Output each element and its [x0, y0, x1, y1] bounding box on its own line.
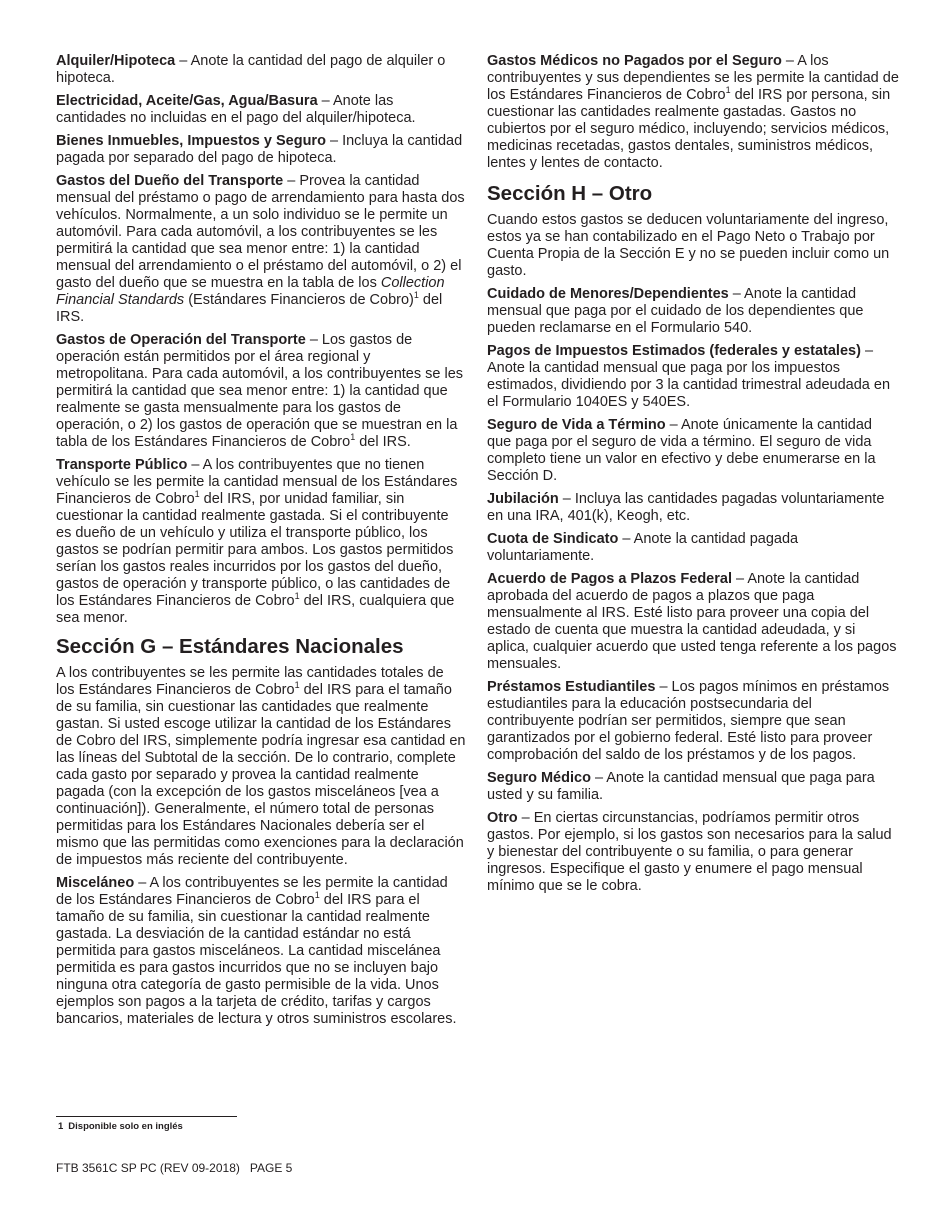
paragraph-text: Los pagos mínimos en préstamos estudiantiles para la educación postsecundaria del contribuyente podrían ser permitidos, siempre que sean garantizados por el gobierno federal. Esté listo para proveer comprobación del saldo de los préstamos y de los pagos. — [487, 679, 890, 763]
paragraph-text: Incluya las cantidades pagadas voluntariamente en una IRA, 401(k), Keogh, etc. — [487, 491, 885, 524]
paragraph — [56, 665, 466, 869]
paragraph-text: A los contribuyentes y sus dependientes se les permite la cantidad de los Estándares Financieros de Cobro$^1$ del IRS por persona, sin cuestionar las cantidades realmente gastadas. Gastos no cubiertos por el seguro médico, incluyendo; servicios médicos, medicinas recetadas, gastos dentales, suministros médicos, lentes y lentes de contacto. — [487, 53, 899, 171]
term-separator: – — [655, 679, 672, 695]
paragraph — [487, 491, 899, 525]
term-separator: – — [860, 343, 874, 359]
paragraph — [487, 679, 899, 764]
term-separator: – — [134, 875, 150, 891]
paragraph — [487, 343, 899, 411]
term-separator: – — [781, 53, 798, 69]
paragraph-term: Otro — [487, 810, 518, 826]
form-id: FTB 3561C SP PC (REV 09-2018) — [56, 1161, 240, 1175]
paragraph-term: Alquiler/Hipoteca — [56, 53, 176, 69]
paragraph — [56, 53, 466, 87]
paragraph-text: Anote la cantidad mensual que paga para usted y su familia. — [487, 770, 875, 803]
paragraph-text: En ciertas circunstancias, podríamos permitir otros gastos. Por ejemplo, si los gastos son necesarios para la salud y bienestar del contribuyente o su familia, o para generar ingresos. Especifique el gasto y enumere el pago mensual mínimo que se le cobra. — [487, 810, 892, 894]
paragraph — [56, 332, 466, 451]
term-separator: – — [665, 417, 681, 433]
footnote-number: 1 — [58, 1121, 64, 1132]
paragraph-term: Préstamos Estudiantiles — [487, 679, 656, 695]
paragraph-text: A los contribuyentes se les permite la cantidad de los Estándares Financieros de Cobro$^1$ del IRS para el tamaño de su familia, sin cuestionar la cantidad realmente gastada. La desviación de la cantidad estándar no está permitida para gastos misceláneos. La cantidad miscelánea permitida es para gastos incurridos que no se incluyen bajo ninguna otra categoría de gasto permisible de la vida. Unos ejemplos son pagos a la tarjeta de crédito, tarifas y cargos bancarios, materiales de lectura y otros suministros escolares. — [56, 875, 457, 1027]
paragraph-text: Anote únicamente la cantidad que paga por el seguro de vida a término. El seguro de vida completo tiene un valor en efectivo y debe enumerarse en la Sección D. — [487, 417, 876, 484]
paragraph-text: Anote la cantidad del pago de alquiler o hipoteca. — [56, 53, 446, 86]
paragraph-term: Electricidad, Aceite/Gas, Agua/Basura — [56, 93, 318, 109]
footnote — [58, 1121, 183, 1132]
section-heading: Sección H – Otro — [487, 182, 653, 205]
paragraph-term: Gastos Médicos no Pagados por el Seguro — [487, 53, 782, 69]
term-separator: – — [558, 491, 575, 507]
term-separator: – — [317, 93, 333, 109]
term-separator: – — [618, 531, 634, 547]
term-separator: – — [590, 770, 607, 786]
page-footer — [56, 1161, 302, 1175]
term-separator: – — [283, 173, 300, 189]
paragraph-text: Provea la cantidad mensual del préstamo o pago de arrendamiento para hasta dos vehículos. Normalmente, a un solo individuo se le permite un automóvil. Para cada automóvil, a los contribuyentes se les permitirá la cantidad que sea menor entre: 1) la cantidad mensual del arrendamiento o el préstamo del automóvil, o 2) el gasto del dueño que se muestra en la tabla de los Collection Financial Standards (Estándares Financieros de Cobro)$^1$ del IRS. — [56, 173, 465, 325]
paragraph — [487, 286, 899, 337]
paragraph-text: A los contribuyentes se les permite las cantidades totales de los Estándares Financieros de Cobro$^1$ del IRS para el tamaño de su familia, sin cuestionar las cantidades que realmente gastan. Si usted escoge utilizar la cantidad de los Estándares de Cobro del IRS, simplemente podría ingresar esa cantidad en las líneas del Subtotal de la sección. De lo contrario, complete cada gasto por separado y provea la cantidad realmente pagada (con la excepción de los gastos misceláneos [vea a continuación]). Generalmente, el número total de personas permitidas para los Estándares Nacionales debería ser el mismo que las permitidas como exenciones para la declaración de impuestos más reciente del contribuyente. — [56, 665, 466, 868]
page-number: PAGE 5 — [249, 1161, 293, 1175]
paragraph-term: Gastos de Operación del Transporte — [56, 332, 306, 348]
paragraph-term: Gastos del Dueño del Transporte — [56, 173, 284, 189]
paragraph-term: Seguro de Vida a Término — [487, 417, 666, 433]
paragraph-text: Los gastos de operación están permitidos por el área regional y metropolitana. Para cada automóvil, a los contribuyentes se les permitirá la cantidad que sea menor entre: 1) la cantidad que realmente se gasta mensualmente para los gastos de operación, o 2) los gastos de operación que se muestran en la tabla de los Estándares Financieros de Cobro$^1$ del IRS. — [56, 332, 464, 450]
paragraph — [487, 571, 899, 673]
paragraph-text: Anote la cantidad mensual que paga por los impuestos estimados, dividiendo por 3 la cantidad trimestral adeudada en el Formulario 1040ES y 540ES. — [487, 360, 891, 410]
section-heading: Sección G – Estándares Nacionales — [56, 635, 404, 658]
term-separator: – — [187, 457, 203, 473]
paragraph-text: Anote la cantidad pagada voluntariamente. — [487, 531, 799, 564]
paragraph-term: Seguro Médico — [487, 770, 591, 786]
paragraph — [487, 53, 899, 172]
paragraph — [56, 875, 466, 1028]
paragraph — [56, 93, 466, 127]
paragraph-term: Cuota de Sindicato — [487, 531, 619, 547]
paragraph — [487, 212, 899, 280]
paragraph-term: Misceláneo — [56, 875, 135, 891]
term-separator: – — [731, 571, 748, 587]
footnote-text: Disponible solo en inglés — [68, 1121, 183, 1132]
term-separator: – — [305, 332, 322, 348]
term-separator: – — [728, 286, 745, 302]
paragraph-text: Incluya la cantidad pagada por separado del pago de hipoteca. — [56, 133, 463, 166]
paragraph-term: Transporte Público — [56, 457, 188, 473]
paragraph — [487, 770, 899, 804]
paragraph-term: Acuerdo de Pagos a Plazos Federal — [487, 571, 732, 587]
paragraph-text: A los contribuyentes que no tienen vehículo se les permite la cantidad mensual de los Estándares Financieros de Cobro$^1$ del IRS, por unidad familiar, sin cuestionar la cantidad realmente gastada. Si el contribuyente es dueño de un vehículo y utiliza el transporte público, los gastos se podrían permitir para ambos. Los gastos permitidos serían los gastos reales incurridos por los gastos del dueño, gastos de operación y transporte público, o las cantidades de los Estándares Financieros de Cobro$^1$ del IRS, cualquiera que sea menor. — [56, 457, 458, 626]
term-separator: – — [517, 810, 534, 826]
left-column — [56, 53, 466, 1034]
paragraph — [56, 133, 466, 167]
paragraph-term: Jubilación — [487, 491, 559, 507]
paragraph-text: Cuando estos gastos se deducen voluntariamente del ingreso, estos ya se han contabilizado en el Pago Neto o Trabajo por Cuenta Propia de la Sección E y no se pueden incluir como un gasto. — [487, 212, 890, 279]
footnote-rule — [56, 1116, 237, 1117]
term-separator: – — [175, 53, 191, 69]
paragraph-text: Anote la cantidad mensual que paga por el cuidado de los dependientes que pueden reclamarse en el Formulario 540. — [487, 286, 864, 336]
paragraph — [487, 531, 899, 565]
paragraph-text: Anote las cantidades no incluidas en el pago del alquiler/hipoteca. — [56, 93, 416, 126]
term-separator: – — [325, 133, 343, 149]
paragraph-term: Bienes Inmuebles, Impuestos y Seguro — [56, 133, 326, 149]
paragraph — [56, 173, 466, 326]
paragraph — [56, 457, 466, 627]
paragraph-term: Pagos de Impuestos Estimados (federales y estatales) — [487, 343, 861, 359]
paragraph — [487, 810, 899, 895]
paragraph-text: Anote la cantidad aprobada del acuerdo de pagos a plazos que paga mensualmente al IRS. Esté listo para proveer una copia del estado de cuenta que muestra la cantidad adeudada, y si aplica, cualquier acuerdo que usted tenga referente a los pagos mensuales. — [487, 571, 897, 672]
right-column — [487, 53, 899, 901]
paragraph-term: Cuidado de Menores/Dependientes — [487, 286, 729, 302]
paragraph — [487, 417, 899, 485]
